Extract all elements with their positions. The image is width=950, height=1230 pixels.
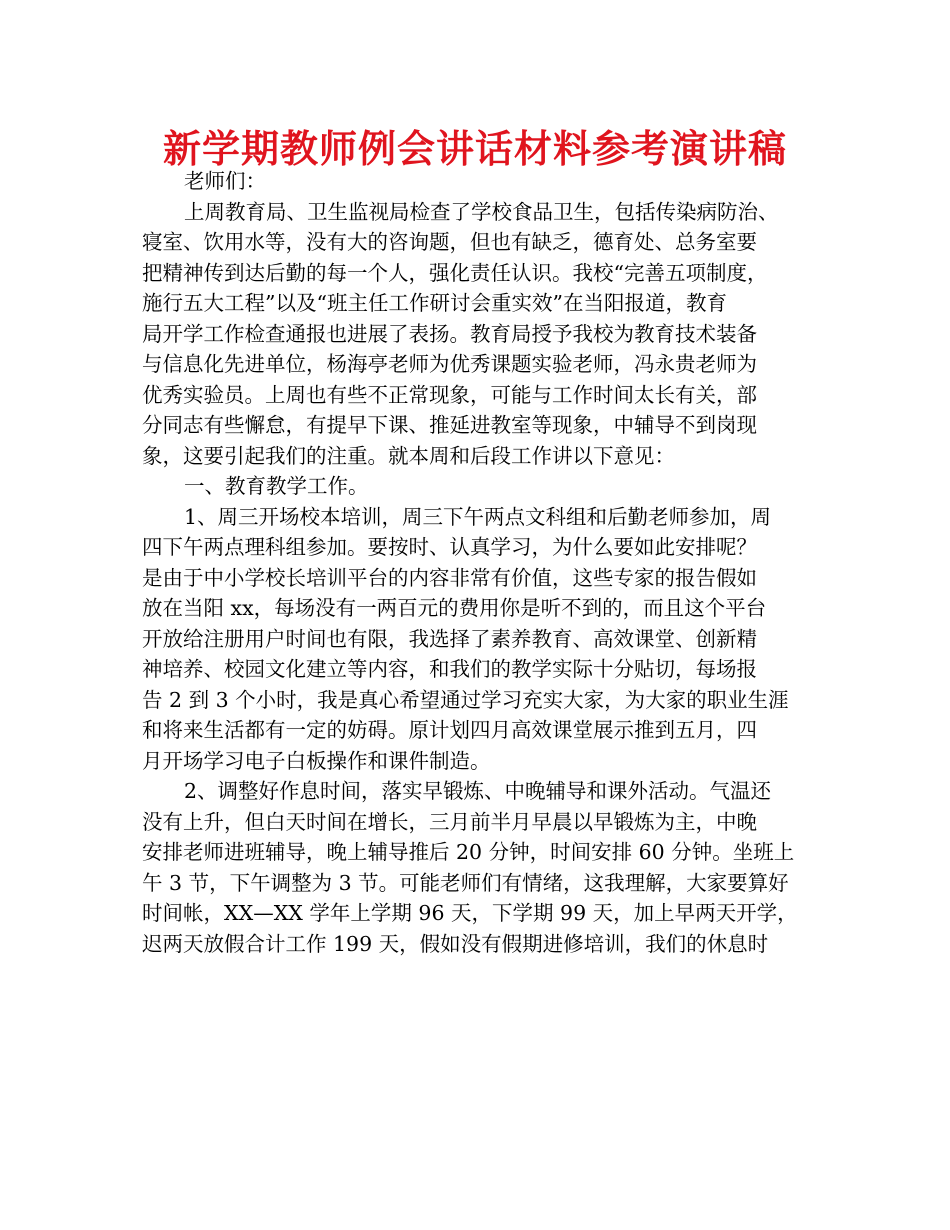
text-line: 告 2 到 3 个小时，我是真心希望通过学习充实大家，为大家的职业生涯 (142, 687, 789, 712)
document-title: 新学期教师例会讲话材料参考演讲稿 (162, 127, 787, 171)
text-line: 1、周三开场校本培训，周三下午两点文科组和后勤老师参加，周 (184, 504, 772, 529)
text-line: 神培养、校园文化建立等内容，和我们的教学实际十分贴切，每场报 (142, 657, 757, 681)
document-body (142, 166, 822, 959)
text-line: 是由于中小学校长培训平台的内容非常有价值，这些专家的报告假如 (142, 565, 757, 590)
text-line: 分同志有些懈怠，有提早下课、推延进教室等现象，中辅导不到岗现 (142, 413, 757, 437)
text-line: 开放给注册用户时间也有限，我选择了素养教育、高效课堂、创新精 (142, 626, 757, 651)
text-line: 时间帐，XX—XX 学年上学期 96 天，下学期 99 天，加上早两天开学， (142, 901, 798, 925)
text-line: 迟两天放假合计工作 199 天，假如没有假期进修培训，我们的休息时 (142, 931, 769, 956)
text-line: 四下午两点理科组参加。要按时、认真学习，为什么要如此安排呢？ (142, 535, 757, 559)
text-line: 寝室、饮用水等，没有大的咨询题，但也有缺乏，德育处、总务室要 (142, 230, 757, 254)
text-line: 象，这要引起我们的注重。就本周和后段工作讲以下意见： (142, 443, 675, 468)
text-line: 施行五大工程”以及“班主任工作研讨会重实效”在当阳报道，教育 (142, 291, 727, 315)
text-line: 2、调整好作息时间，落实早锻炼、中晚辅导和课外活动。气温还 (184, 779, 772, 803)
text-line: 和将来生活都有一定的妨碍。原计划四月高效课堂展示推到五月，四 (142, 718, 757, 742)
text-line: 把精神传到达后勤的每一个人，强化责任认识。我校“完善五项制度， (142, 260, 768, 285)
text-line: 没有上升，但白天时间在增长，三月前半月早晨以早锻炼为主，中晚 (142, 809, 757, 834)
text-line: 一、教育教学工作。 (184, 474, 369, 498)
text-line: 安排老师进班辅导，晚上辅导推后 20 分钟，时间安排 60 分钟。坐班上 (142, 840, 795, 864)
text-line: 优秀实验员。上周也有些不正常现象，可能与工作时间太长有关，部 (142, 382, 757, 407)
text-line: 月开场学习电子白板操作和课件制造。 (142, 748, 491, 773)
text-line: 与信息化先进单位，杨海亭老师为优秀课题实验老师，冯永贵老师为 (142, 352, 757, 376)
text-line: 午 3 节，下午调整为 3 节。可能老师们有情绪，这我理解，大家要算好 (142, 870, 789, 895)
text-line: 上周教育局、卫生监视局检查了学校食品卫生，包括传染病防治、 (184, 199, 779, 224)
text-line: 放在当阳 xx，每场没有一两百元的费用你是听不到的，而且这个平台 (142, 596, 767, 620)
text-line: 老师们： (184, 169, 266, 193)
text-line: 局开学工作检查通报也进展了表扬。教育局授予我校为教育技术装备 (142, 321, 757, 346)
